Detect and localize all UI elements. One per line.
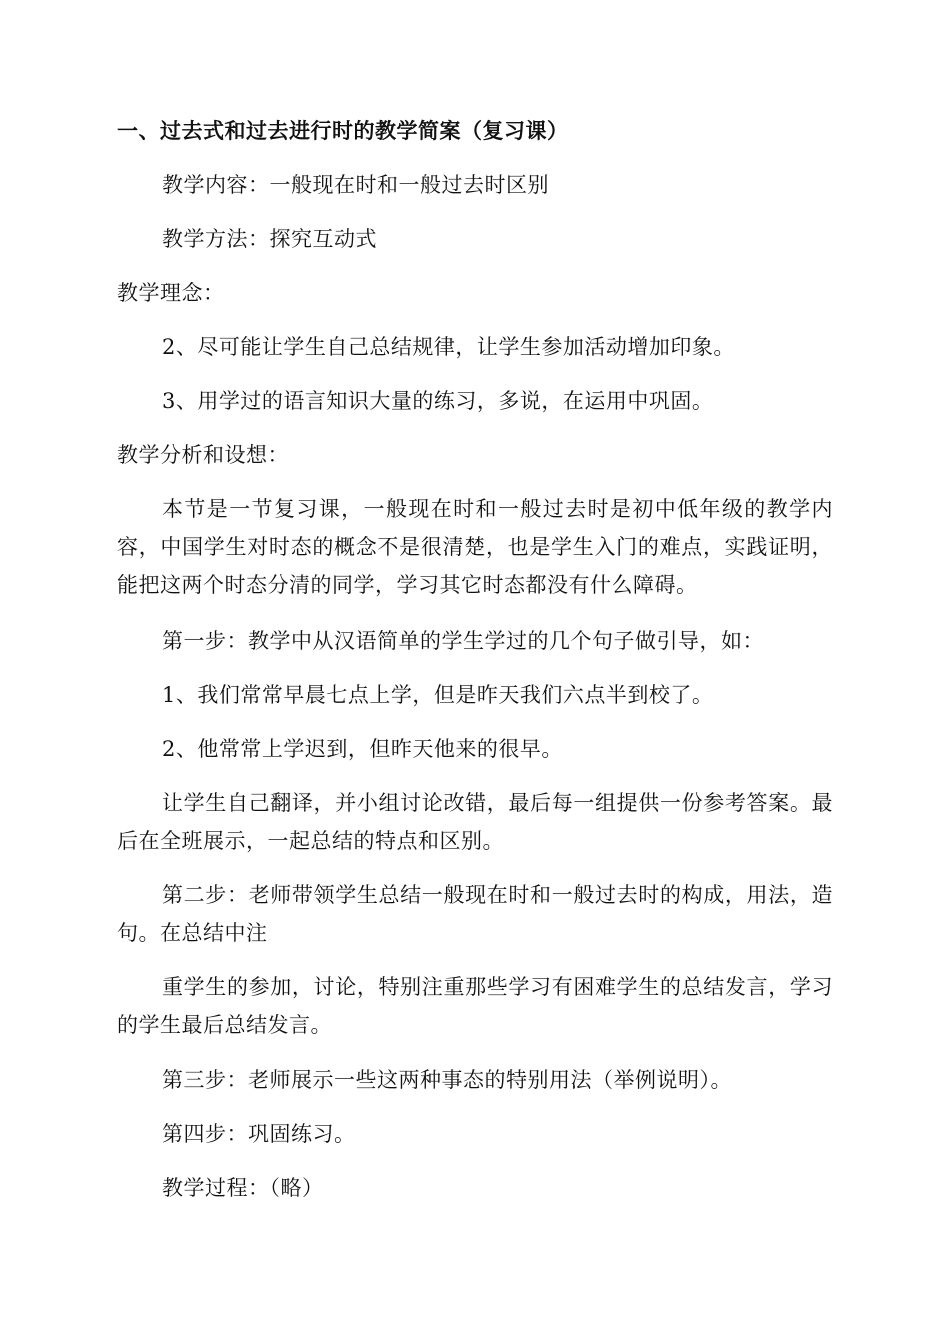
step-four-line: 第四步：巩固练习。 (162, 1122, 356, 1146)
analysis-paragraph: 本节是一节复习课，一般现在时和一般过去时是初中低年级的教学内容，中国学生对时态的概念不是很清楚，也是学生入门的难点，实践证明，能把这两个时态分清的同学，学习其它时态都没有什么障碍。 (117, 497, 833, 597)
teaching-method-line: 教学方法：探究互动式 (162, 227, 377, 251)
translation-paragraph: 让学生自己翻译，并小组讨论改错，最后每一组提供一份参考答案。最后在全班展示，一起总结的特点和区别。 (117, 791, 833, 853)
example-sentence: 1、我们常常早晨七点上学，但是昨天我们六点半到校了。 (162, 683, 714, 707)
teaching-philosophy-label: 教学理念： (117, 281, 225, 305)
teaching-content-line: 教学内容：一般现在时和一般过去时区别 (162, 173, 549, 197)
step-one-line: 第一步：教学中从汉语简单的学生学过的几个句子做引导，如： (162, 629, 764, 653)
step-three-line: 第三步：老师展示一些这两种事态的特别用法（举例说明）。 (162, 1068, 732, 1092)
teaching-process-line: 教学过程：（略） (162, 1176, 324, 1200)
philosophy-item: 3、用学过的语言知识大量的练习，多说，在运用中巩固。 (162, 389, 714, 413)
analysis-label: 教学分析和设想： (117, 443, 289, 467)
document-heading: 一、过去式和过去进行时的教学简案（复习课） (117, 118, 569, 143)
emphasis-paragraph: 重学生的参加，讨论，特别注重那些学习有困难学生的总结发言，学习的学生最后总结发言。 (117, 975, 833, 1037)
step-two-paragraph: 第二步：老师带领学生总结一般现在时和一般过去时的构成，用法，造句。在总结中注 (117, 883, 833, 945)
example-sentence: 2、他常常上学迟到，但昨天他来的很早。 (162, 737, 563, 761)
philosophy-item: 2、尽可能让学生自己总结规律，让学生参加活动增加印象。 (162, 335, 735, 359)
